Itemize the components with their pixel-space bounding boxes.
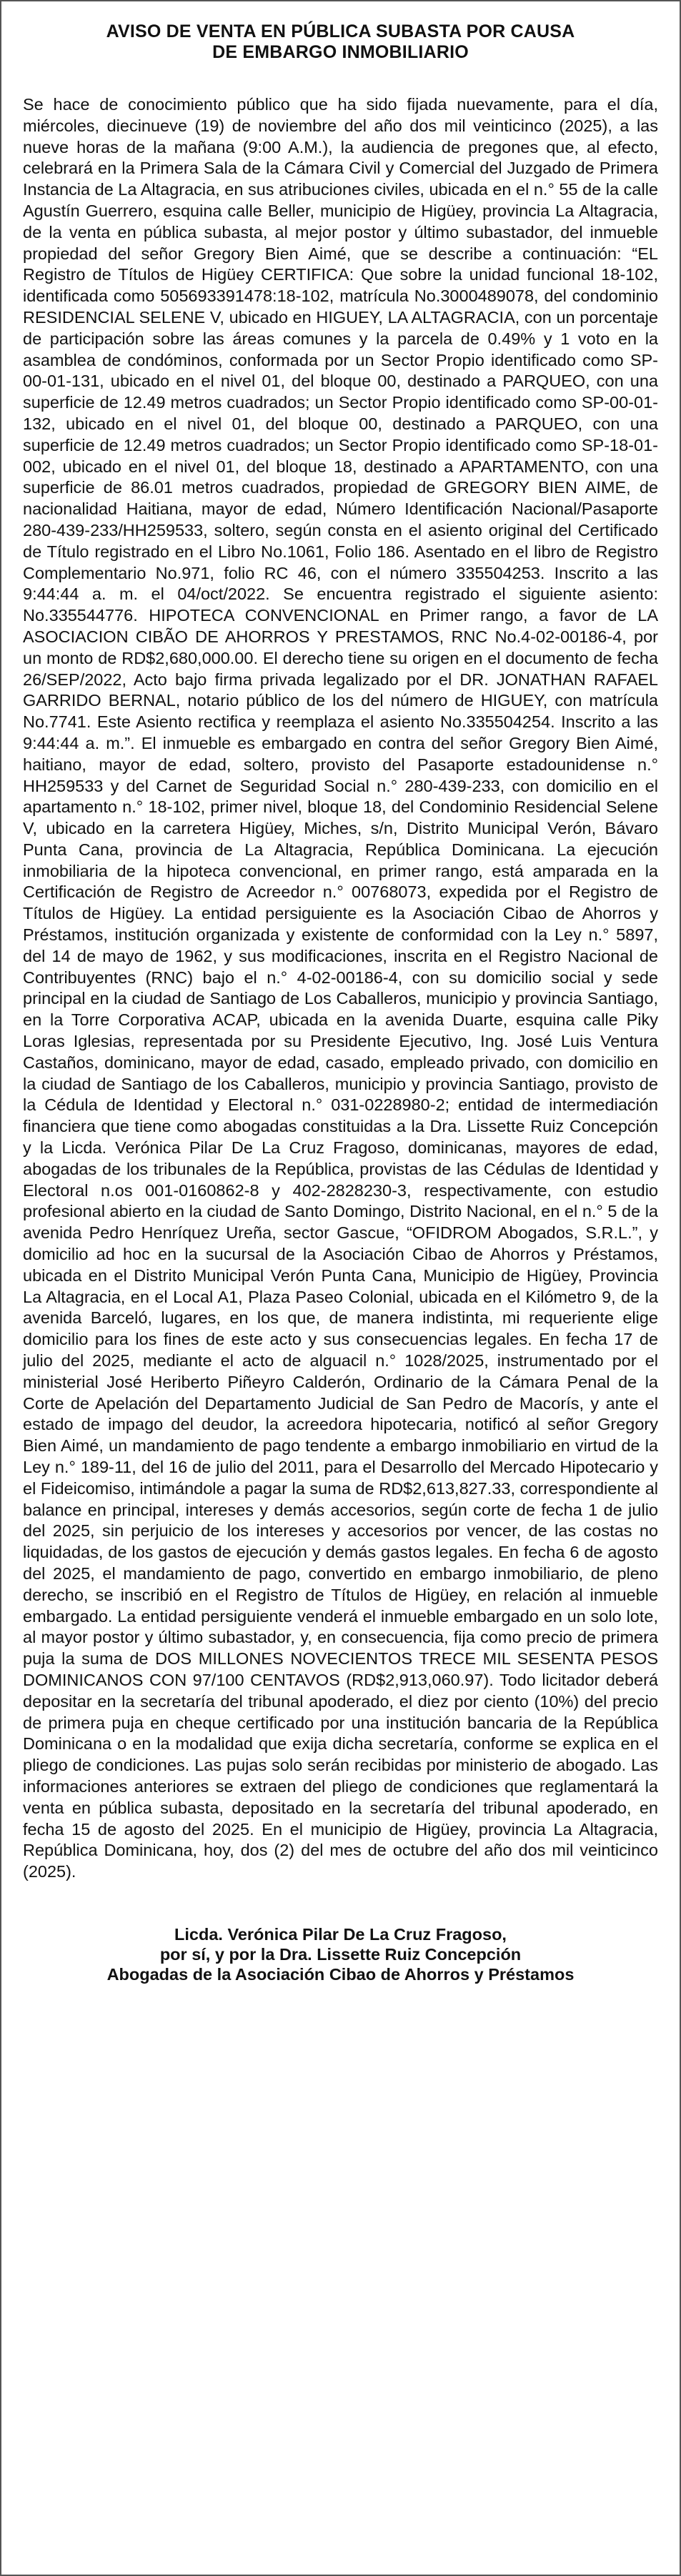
signature-block	[23, 1924, 658, 1984]
signature-line-3: Abogadas de la Asociación Cibao de Ahorros y Préstamos	[106, 1964, 575, 1984]
notice-title-line-2: DE EMBARGO INMOBILIARIO	[212, 42, 469, 62]
notice-title	[23, 21, 658, 63]
notice-title-line-1: AVISO DE VENTA EN PÚBLICA SUBASTA POR CAUSA	[106, 21, 575, 41]
signature-line-1: Licda. Verónica Pilar De La Cruz Fragoso,	[174, 1924, 507, 1944]
notice-body: Se hace de conocimiento público que ha sido fijada nuevamente, para el día, miércoles, diecinueve (19) de noviembre del año dos mil veinticinco (2025), a las nueve horas de la mañana (9:00 A.M.), la audiencia de pregones que, al efecto, celebrará en la Primera Sala de la Cámara Civil y Comercial del Juzgado de Primera Instancia de La Altagracia, en sus atribuciones civiles, ubicada en el n.° 55 de la calle Agustín Guerrero, esquina calle Beller, municipio de Higüey, provincia La Altagracia, de la venta en pública subasta, al mejor postor y último subastador, del inmueble propiedad del señor Gregory Bien Aimé, que se describe a continuación: “EL Registro de Títulos de Higüey CERTIFICA: Que sobre la unidad funcional 18-102, identificada como 505693391478:18-102, matrícula No.3000489078, del condominio RESIDENCIAL SELENE V, ubicado en HIGUEY, LA ALTAGRACIA, con un porcentaje de participación sobre las áreas comunes y la parcela de 0.49% y 1 voto en la asamblea de condóminos, conformada por un Sector Propio identificado como SP-00-01-131, ubicado en el nivel 01, del bloque 00, destinado a PARQUEO, con una superficie de 12.49 metros cuadrados; un Sector Propio identificado como SP-00-01-132, ubicado en el nivel 01, del bloque 00, destinado a PARQUEO, con una superficie de 12.49 metros cuadrados; un Sector Propio identificado como SP-18-01-002, ubicado en el nivel 01, del bloque 18, destinado a APARTAMENTO, con una superficie de 86.01 metros cuadrados, propiedad de GREGORY BIEN AIME, de nacionalidad Haitiana, mayor de edad, Número Identificación Nacional/Pasaporte 280-439-233/HH259533, soltero, según consta en el asiento original del Certificado de Título registrado en el Libro No.1061, Folio 186. Asentado en el libro de Registro Complementario No.971, folio RC 46, con el número 335504253. Inscrito a las 9:44:44 a. m. el 04/oct/2022. Se encuentra registrado el siguiente asiento: No.335544776. HIPOTECA CONVENCIONAL en Primer rango, a favor de LA ASOCIACION CIBÃO DE AHORROS Y PRESTAMOS, RNC No.4-02-00186-4, por un monto de RD$2,680,000.00. El derecho tiene su origen en el documento de fecha 26/SEP/2022, Acto bajo firma privada legalizado por el DR. JONATHAN RAFAEL GARRIDO BERNAL, notario público de los del número de HIGUEY, con matrícula No.7741. Este Asiento rectifica y reemplaza el asiento No.335504254. Inscrito a las 9:44:44 a. m.”. El inmueble es embargado en contra del señor Gregory Bien Aimé, haitiano, mayor de edad, soltero, provisto del Pasaporte estadounidense n.° HH259533 y del Carnet de Seguridad Social n.° 280-439-233, con domicilio en el apartamento n.° 18-102, primer nivel, bloque 18, del Condominio Residencial Selene V, ubicado en la carretera Higüey, Miches, s/n, Distrito Municipal Verón, Bávaro Punta Cana, provincia de La Altagracia, República Dominicana. La ejecución inmobiliaria de la hipoteca convencional, en primer rango, está amparada en la Certificación de Registro de Acreedor n.° 00768073, expedida por el Registro de Títulos de Higüey. La entidad persiguiente es la Asociación Cibao de Ahorros y Préstamos, institución organizada y existente de conformidad con la Ley n.° 5897, del 14 de mayo de 1962, y sus modificaciones, inscrita en el Registro Nacional de Contribuyentes (RNC) bajo el n.° 4-02-00186-4, con su domicilio social y sede principal en la ciudad de Santiago de Los Caballeros, municipio y provincia Santiago, en la Torre Corporativa ACAP, ubicada en la avenida Duarte, esquina calle Piky Loras Iglesias, representada por su Presidente Ejecutivo, Ing. José Luis Ventura Castaños, dominicano, mayor de edad, casado, empleado privado, con domicilio en la ciudad de Santiago de los Caballeros, municipio y provincia Santiago, provisto de la Cédula de Identidad y Electoral n.° 031-0228980-2; entidad de intermediación financiera que tiene como abogadas constituidas a la Dra. Lissette Ruiz Concepción y la Licda. Verónica Pilar De La Cruz Fragoso, dominicanas, mayores de edad, abogadas de los tribunales de la República, provistas de las Cédulas de Identidad y Electoral n.os 001-0160862-8 y 402-2828230-3, respectivamente, con estudio profesional abierto en la ciudad de Santo Domingo, Distrito Nacional, en el n.° 5 de la avenida Pedro Henríquez Ureña, sector Gascue, “OFIDROM Abogados, S.R.L.”, y domicilio ad hoc en la sucursal de la Asociación Cibao de Ahorros y Préstamos, ubicada en el Distrito Municipal Verón Punta Cana, Municipio de Higüey, Provincia La Altagracia, en el Local A1, Plaza Paseo Colonial, ubicada en el Kilómetro 9, de la avenida Barceló, lugares, en los que, de manera indistinta, mi requeriente elige domicilio para los fines de este acto y sus consecuencias legales. En fecha 17 de julio del 2025, mediante el acto de alguacil n.° 1028/2025, instrumentado por el ministerial José Heriberto Piñeyro Calderón, Ordinario de la Cámara Penal de la Corte de Apelación del Departamento Judicial de San Pedro de Macorís, y ante el estado de impago del deudor, la acreedora hipotecaria, notificó al señor Gregory Bien Aimé, un mandamiento de pago tendente a embargo inmobiliario en virtud de la Ley n.° 189-11, del 16 de julio del 2011, para el Desarrollo del Mercado Hipotecario y el Fideicomiso, intimándole a pagar la suma de RD$2,613,827.33, correspondiente al balance en principal, intereses y demás accesorios, según corte de fecha 1 de julio del 2025, sin perjuicio de los intereses y accesorios por vencer, de las costas no liquidadas, de los gastos de ejecución y demás gastos legales. En fecha 6 de agosto del 2025, el mandamiento de pago, convertido en embargo inmobiliario, de pleno derecho, se inscribió en el Registro de Títulos de Higüey, en relación al inmueble embargado. La entidad persiguiente venderá el inmueble embargado en un solo lote, al mayor postor y último subastador, y, en consecuencia, fija como precio de primera puja la suma de DOS MILLONES NOVECIENTOS TRECE MIL SESENTA PESOS DOMINICANOS CON 97/100 CENTAVOS (RD$2,913,060.97). Todo licitador deberá depositar en la secretaría del tribunal apoderado, el diez por ciento (10%) del precio de primera puja en cheque certificado por una institución bancaria de la República Dominicana o en la modalidad que exija dicha secretaría, conforme se explica en el pliego de condiciones. Las pujas solo serán recibidas por ministerio de abogado. Las informaciones anteriores se extraen del pliego de condiciones que reglamentará la venta en pública subasta, depositado en la secretaría del tribunal apoderado, en fecha 15 de agosto del 2025. En el municipio de Higüey, provincia La Altagracia, República Dominicana, hoy, dos (2) del mes de octubre del año dos mil veinticinco (2025).	[23, 95, 658, 1881]
signature-line-2: por sí, y por la Dra. Lissette Ruiz Concepción	[159, 1944, 522, 1964]
